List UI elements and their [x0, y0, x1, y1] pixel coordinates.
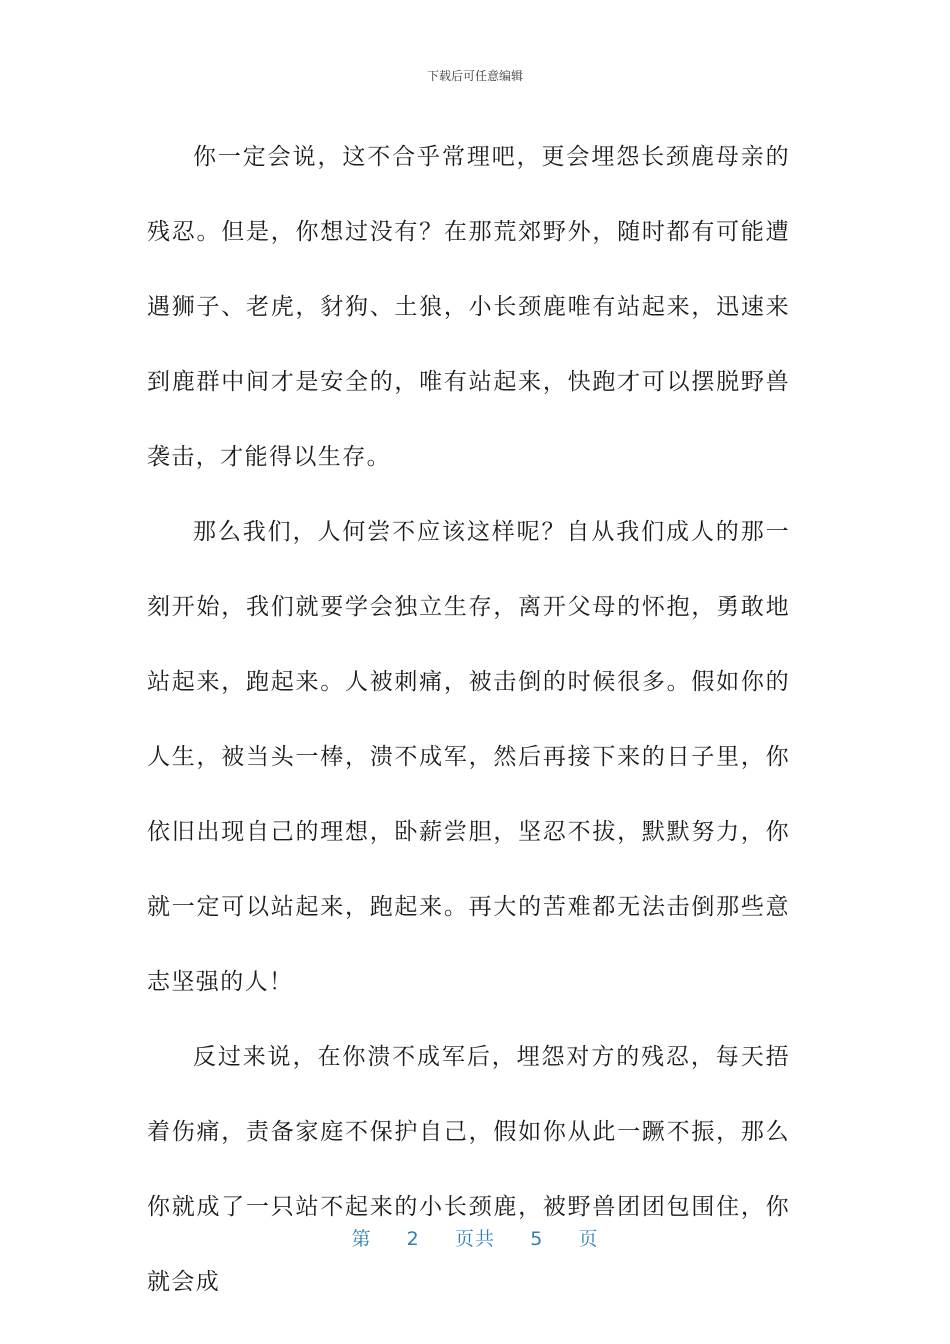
current-page-number: 2	[406, 1228, 420, 1250]
document-body	[147, 120, 790, 1320]
footer-suffix: 页	[578, 1228, 599, 1250]
footer-prefix: 第	[351, 1228, 372, 1250]
total-pages-number: 5	[530, 1228, 544, 1250]
paragraph-2: 那么我们，人何尝不应该这样呢？自从我们成人的那一刻开始，我们就要学会独立生存，离开父母的怀抱，勇敢地站起来，跑起来。人被刺痛，被击倒的时候很多。假如你的人生，被当头一棒，溃不成军，然后再接下来的日子里，你依旧出现自己的理想，卧薪尝胆，坚忍不拔，默默努力，你就一定可以站起来，跑起来。再大的苦难都无法击倒那些意志坚强的人！	[147, 519, 790, 995]
page-footer	[0, 1224, 950, 1251]
page-header: 下载后可任意编辑	[426, 69, 523, 83]
paragraph-3: 反过来说，在你溃不成军后，埋怨对方的残忍，每天捂着伤痛，责备家庭不保护自己，假如你从此一蹶不振，那么你就成了一只站不起来的小长颈鹿，被野兽团团包围住，你就会成	[147, 1044, 790, 1295]
footer-middle: 页共	[454, 1228, 495, 1250]
paragraph-1: 你一定会说，这不合乎常理吧，更会埋怨长颈鹿母亲的残忍。但是，你想过没有？在那荒郊野外，随时都有可能遭遇狮子、老虎，豺狗、土狼，小长颈鹿唯有站起来，迅速来到鹿群中间才是安全的，唯有站起来，快跑才可以摆脱野兽袭击，才能得以生存。	[147, 144, 790, 470]
